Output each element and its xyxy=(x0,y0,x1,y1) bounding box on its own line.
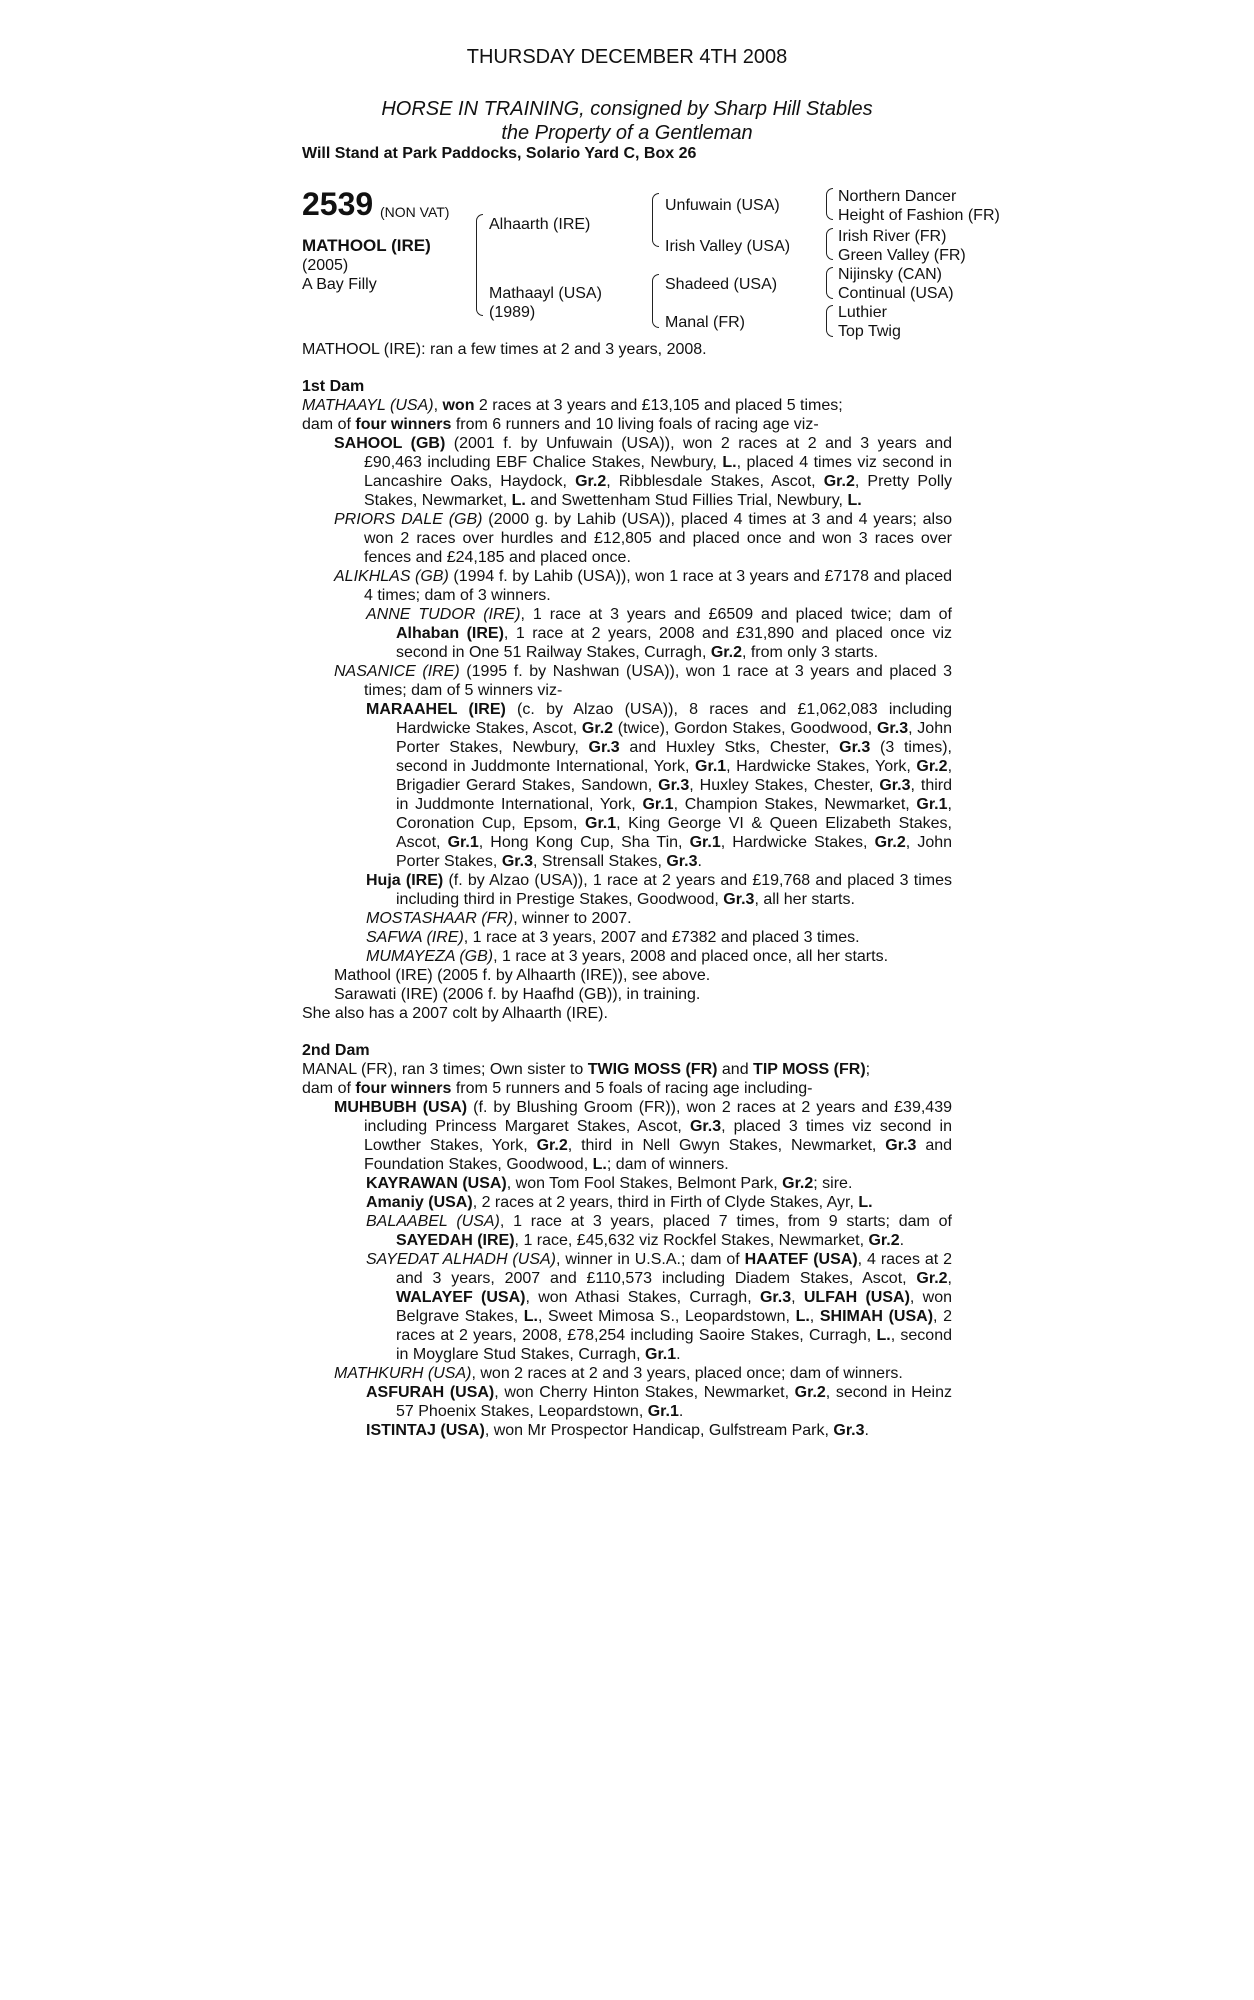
pedigree-bracket xyxy=(476,214,483,316)
pedigree-bracket xyxy=(826,305,833,337)
produce-entry: MARAAHEL (IRE) (c. by Alzao (USA)), 8 races and £1,062,083 including Hardwicke Stakes, Ascot, Gr.2 (twice), Gordon Stakes, Goodwood, Gr.3, John Porter Stakes, Newbury, Gr.3 and Huxley Stks, Chester, Gr.3 (3 times), second in Juddmonte International, York, Gr.1, Hardwicke Stakes, York, Gr.2, Brigadier Gerard Stakes, Sandown, Gr.3, Huxley Stakes, Chester, Gr.3, third in Juddmonte International, York, Gr.1, Champion Stakes, Newmarket, Gr.1, Coronation Cup, Epsom, Gr.1, King George VI & Queen Elizabeth Stakes, Ascot, Gr.1, Hong Kong Cup, Sha Tin, Gr.1, Hardwicke Stakes, Gr.2, John Porter Stakes, Gr.3, Strensall Stakes, Gr.3. xyxy=(366,701,953,870)
stand-location: Will Stand at Park Paddocks, Solario Yard C, Box 26 xyxy=(302,145,697,162)
pedigree-ancestor: Luthier xyxy=(838,304,887,321)
produce-entry: Amaniy (USA), 2 races at 2 years, third in Firth of Clyde Stakes, Ayr, L. xyxy=(366,1194,873,1211)
produce-entry: MOSTASHAAR (FR), winner to 2007. xyxy=(366,910,632,927)
produce-entry: MUHBUBH (USA) (f. by Blushing Groom (FR)), won 2 races at 2 years and £39,439 including Princess Margaret Stakes, Ascot, Gr.3, placed 3 times viz second in Lowther Stakes, York, Gr.2, third in Nell Gwyn Stakes, Newmarket, Gr.3 and Foundation Stakes, Goodwood, L.; dam of winners. xyxy=(334,1099,953,1173)
pedigree-ancestor: Northern Dancer xyxy=(838,188,957,205)
pedigree-bracket xyxy=(652,274,659,328)
horse-description: A Bay Filly xyxy=(302,276,377,293)
produce-entry: KAYRAWAN (USA), won Tom Fool Stakes, Belmont Park, Gr.2; sire. xyxy=(366,1175,853,1192)
sale-date: THURSDAY DECEMBER 4TH 2008 xyxy=(466,46,788,68)
pedigree-dam: Mathaayl (USA) xyxy=(489,285,602,302)
race-summary: MATHOOL (IRE): ran a few times at 2 and 3 years, 2008. xyxy=(302,341,707,358)
catalogue-body xyxy=(302,377,952,1440)
produce-entry: Huja (IRE) (f. by Alzao (USA)), 1 race at 2 years and £19,768 and placed 3 times including third in Prestige Stakes, Goodwood, Gr.3, all her starts. xyxy=(366,872,953,908)
second-dam-heading: 2nd Dam xyxy=(302,1042,370,1059)
pedigree-sire: Alhaarth (IRE) xyxy=(489,216,591,233)
horse-name: MATHOOL (IRE) xyxy=(302,236,431,255)
produce-entry: SAHOOL (GB) (2001 f. by Unfuwain (USA)), won 2 races at 2 and 3 years and £90,463 including EBF Chalice Stakes, Newbury, L., placed 4 times viz second in Lancashire Oaks, Haydock, Gr.2, Ribblesdale Stakes, Ascot, Gr.2, Pretty Polly Stakes, Newmarket, L. and Swettenham Stud Fillies Trial, Newbury, L. xyxy=(334,435,953,509)
first-dam-heading: 1st Dam xyxy=(302,378,365,395)
produce-entry: MUMAYEZA (GB), 1 race at 3 years, 2008 and placed once, all her starts. xyxy=(366,948,889,965)
pedigree-ancestor: Irish River (FR) xyxy=(838,228,947,245)
produce-entry: ALIKHLAS (GB) (1994 f. by Lahib (USA)), won 1 race at 3 years and £7178 and placed 4 times; dam of 3 winners. xyxy=(334,568,953,604)
produce-entry: MATHKURH (USA), won 2 races at 2 and 3 years, placed once; dam of winners. xyxy=(334,1365,903,1382)
vat-status: (NON VAT) xyxy=(380,204,450,220)
dam-produce: dam of four winners from 6 runners and 10 living foals of racing age viz- xyxy=(302,416,819,433)
pedigree-ancestor: Nijinsky (CAN) xyxy=(838,266,942,283)
pedigree-ancestor: Continual (USA) xyxy=(838,285,954,302)
pedigree-dam-dam: Manal (FR) xyxy=(665,314,746,331)
produce-entry: ASFURAH (USA), won Cherry Hinton Stakes, Newmarket, Gr.2, second in Heinz 57 Phoenix Stakes, Leopardstown, Gr.1. xyxy=(366,1384,953,1420)
dam-record: MATHAAYL (USA), won 2 races at 3 years and £13,105 and placed 5 times; xyxy=(302,397,843,414)
produce-entry: SAYEDAT ALHADH (USA), winner in U.S.A.; dam of HAATEF (USA), 4 races at 2 and 3 years, 2007 and £110,573 including Diadem Stakes, Ascot, Gr.2, WALAYEF (USA), won Athasi Stakes, Curragh, Gr.3, ULFAH (USA), won Belgrave Stakes, L., Sweet Mimosa S., Leopardstown, L., SHIMAH (USA), 2 races at 2 years, 2008, £78,254 including Saoire Stakes, Curragh, L., second in Moyglare Stud Stakes, Curragh, Gr.1. xyxy=(366,1251,953,1363)
produce-note: She also has a 2007 colt by Alhaarth (IRE). xyxy=(302,1005,608,1022)
produce-entry: SAFWA (IRE), 1 race at 3 years, 2007 and £7382 and placed 3 times. xyxy=(366,929,860,946)
pedigree-bracket xyxy=(826,188,833,220)
pedigree-sire-sire: Unfuwain (USA) xyxy=(665,197,780,214)
pedigree-bracket xyxy=(652,193,659,247)
pedigree-sire-dam: Irish Valley (USA) xyxy=(665,238,791,255)
produce-entry: BALAABEL (USA), 1 race at 3 years, placed 7 times, from 9 starts; dam of SAYEDAH (IRE), 1 race, £45,632 viz Rockfel Stakes, Newmarket, Gr.2. xyxy=(366,1213,953,1249)
consignment-line: HORSE IN TRAINING, consigned by Sharp Hill Stables xyxy=(381,98,873,120)
pedigree-ancestor: Top Twig xyxy=(838,323,901,340)
lot-number: 2539 xyxy=(302,186,374,222)
dam-record: MANAL (FR), ran 3 times; Own sister to TWIG MOSS (FR) and TIP MOSS (FR); xyxy=(302,1061,871,1078)
dam-produce: dam of four winners from 5 runners and 5 foals of racing age including- xyxy=(302,1080,813,1097)
pedigree-dam-year: (1989) xyxy=(489,304,536,321)
produce-entry: ISTINTAJ (USA), won Mr Prospector Handicap, Gulfstream Park, Gr.3. xyxy=(366,1422,869,1439)
owner-line: the Property of a Gentleman xyxy=(501,122,753,144)
pedigree-dam-sire: Shadeed (USA) xyxy=(665,276,778,293)
pedigree-bracket xyxy=(826,228,833,260)
produce-entry: Mathool (IRE) (2005 f. by Alhaarth (IRE)), see above. xyxy=(334,967,711,984)
produce-entry: NASANICE (IRE) (1995 f. by Nashwan (USA)), won 1 race at 3 years and placed 3 times; dam of 5 winners viz- xyxy=(334,663,952,699)
pedigree-ancestor: Height of Fashion (FR) xyxy=(838,207,1000,224)
produce-entry: ANNE TUDOR (IRE), 1 race at 3 years and £6509 and placed twice; dam of Alhaban (IRE), 1 race at 2 years, 2008 and £31,890 and placed once viz second in One 51 Railway Stakes, Curragh, Gr.2, from only 3 starts. xyxy=(366,606,953,661)
horse-year: (2005) xyxy=(302,257,349,274)
produce-entry: Sarawati (IRE) (2006 f. by Haafhd (GB)), in training. xyxy=(334,986,701,1003)
produce-entry: PRIORS DALE (GB) (2000 g. by Lahib (USA)), placed 4 times at 3 and 4 years; also won 2 races over hurdles and £12,805 and placed once and won 3 races over fences and £24,185 and placed once. xyxy=(334,511,952,566)
pedigree-bracket xyxy=(826,267,833,299)
pedigree-ancestor: Green Valley (FR) xyxy=(838,247,966,264)
